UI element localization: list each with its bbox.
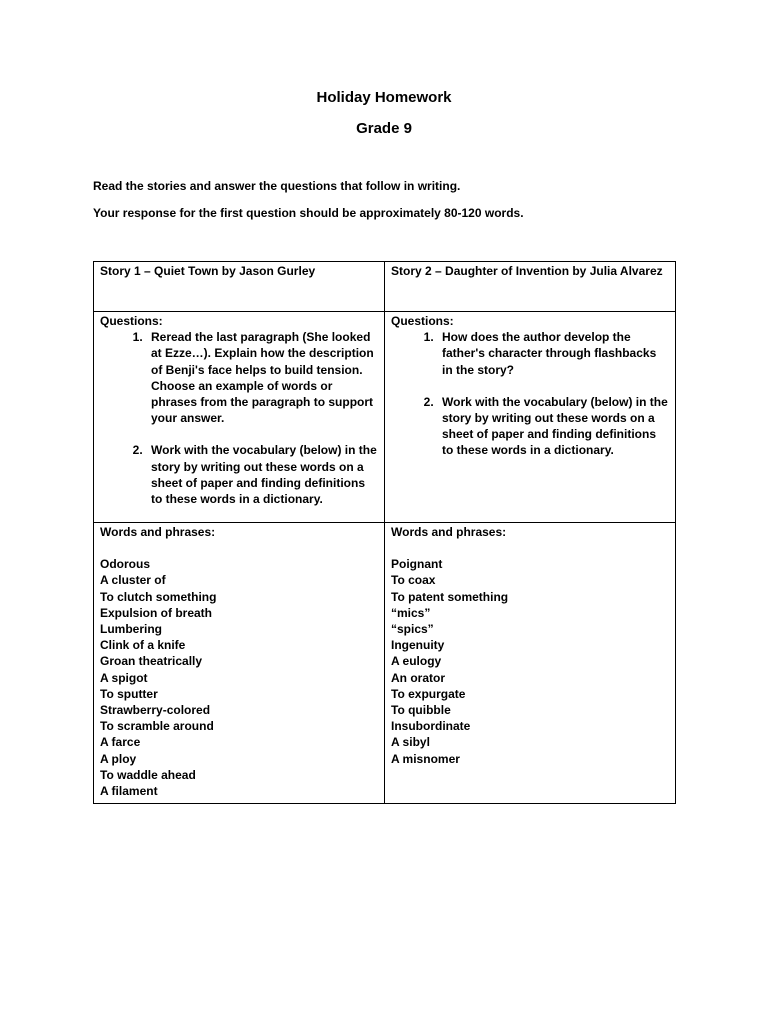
word-item: Strawberry-colored xyxy=(100,703,211,718)
word-item: To waddle ahead xyxy=(100,767,196,782)
word-item: To scramble around xyxy=(100,719,214,734)
word-item: To clutch something xyxy=(100,589,217,604)
word-item: A farce xyxy=(100,735,141,750)
instruction-reading: Read the stories and answer the questions that follow in writing. xyxy=(93,179,461,193)
story-2-questions-label: Questions: xyxy=(391,314,454,328)
word-item: A spigot xyxy=(100,670,148,685)
story-2-question-1: 1. How does the author develop the father's character through flashbacks in the story? xyxy=(437,329,669,378)
story-2-question-2: 2. Work with the vocabulary (below) in the story by writing out these words on a sheet of paper and finding definitions to these words in a dictionary. xyxy=(437,394,669,459)
story-2-heading: Story 2 – Daughter of Invention by Julia Alvarez xyxy=(385,262,676,312)
story-1-words-list xyxy=(100,556,378,799)
word-item: Groan theatrically xyxy=(100,654,203,669)
story-1-question-2: 2. Work with the vocabulary (below) in the story by writing out these words on a sheet of paper and finding definitions to these words in a dictionary. xyxy=(146,442,378,507)
story-1-questions-label: Questions: xyxy=(100,314,163,328)
story-2-questions-cell xyxy=(385,312,676,523)
word-item: Odorous xyxy=(100,557,150,572)
story-1-questions-cell xyxy=(94,312,385,523)
word-item: Expulsion of breath xyxy=(100,605,213,620)
word-item: “spics” xyxy=(391,622,434,637)
word-item: A misnomer xyxy=(391,751,460,766)
homework-table xyxy=(93,261,676,804)
word-item: To sputter xyxy=(100,686,158,701)
words-row xyxy=(94,523,676,804)
story-2-words-cell xyxy=(385,523,676,804)
word-item: Poignant xyxy=(391,557,443,572)
story-1-question-1: 1. Reread the last paragraph (She looked at Ezze…). Explain how the description of Benji's face helps to build tension. Choose an example of words or phrases from the paragraph to support your answer. xyxy=(146,329,378,426)
document-title: Holiday Homework xyxy=(316,89,452,106)
story-heading-row xyxy=(94,262,676,312)
word-item: To patent something xyxy=(391,589,509,604)
word-item: A filament xyxy=(100,784,158,799)
questions-row xyxy=(94,312,676,523)
story-2-words-list xyxy=(391,556,669,767)
word-item: Lumbering xyxy=(100,622,162,637)
word-item: A eulogy xyxy=(391,654,442,669)
word-item: To coax xyxy=(391,573,436,588)
word-item: Clink of a knife xyxy=(100,638,186,653)
word-item: A ploy xyxy=(100,751,137,766)
word-item: An orator xyxy=(391,670,445,685)
instruction-word-count: Your response for the first question should be approximately 80-120 words. xyxy=(93,206,524,220)
story-1-questions-list xyxy=(100,329,378,507)
story-1-heading: Story 1 – Quiet Town by Jason Gurley xyxy=(94,262,385,312)
story-2-questions-list xyxy=(391,329,669,458)
story-1-words-label: Words and phrases: xyxy=(100,525,216,539)
word-item: To expurgate xyxy=(391,686,466,701)
story-1-words-cell xyxy=(94,523,385,804)
word-item: Insubordinate xyxy=(391,719,471,734)
document-subtitle: Grade 9 xyxy=(356,120,412,137)
word-item: A sibyl xyxy=(391,735,430,750)
story-2-words-label: Words and phrases: xyxy=(391,525,507,539)
word-item: To quibble xyxy=(391,703,451,718)
word-item: Ingenuity xyxy=(391,638,445,653)
word-item: “mics” xyxy=(391,605,431,620)
word-item: A cluster of xyxy=(100,573,166,588)
